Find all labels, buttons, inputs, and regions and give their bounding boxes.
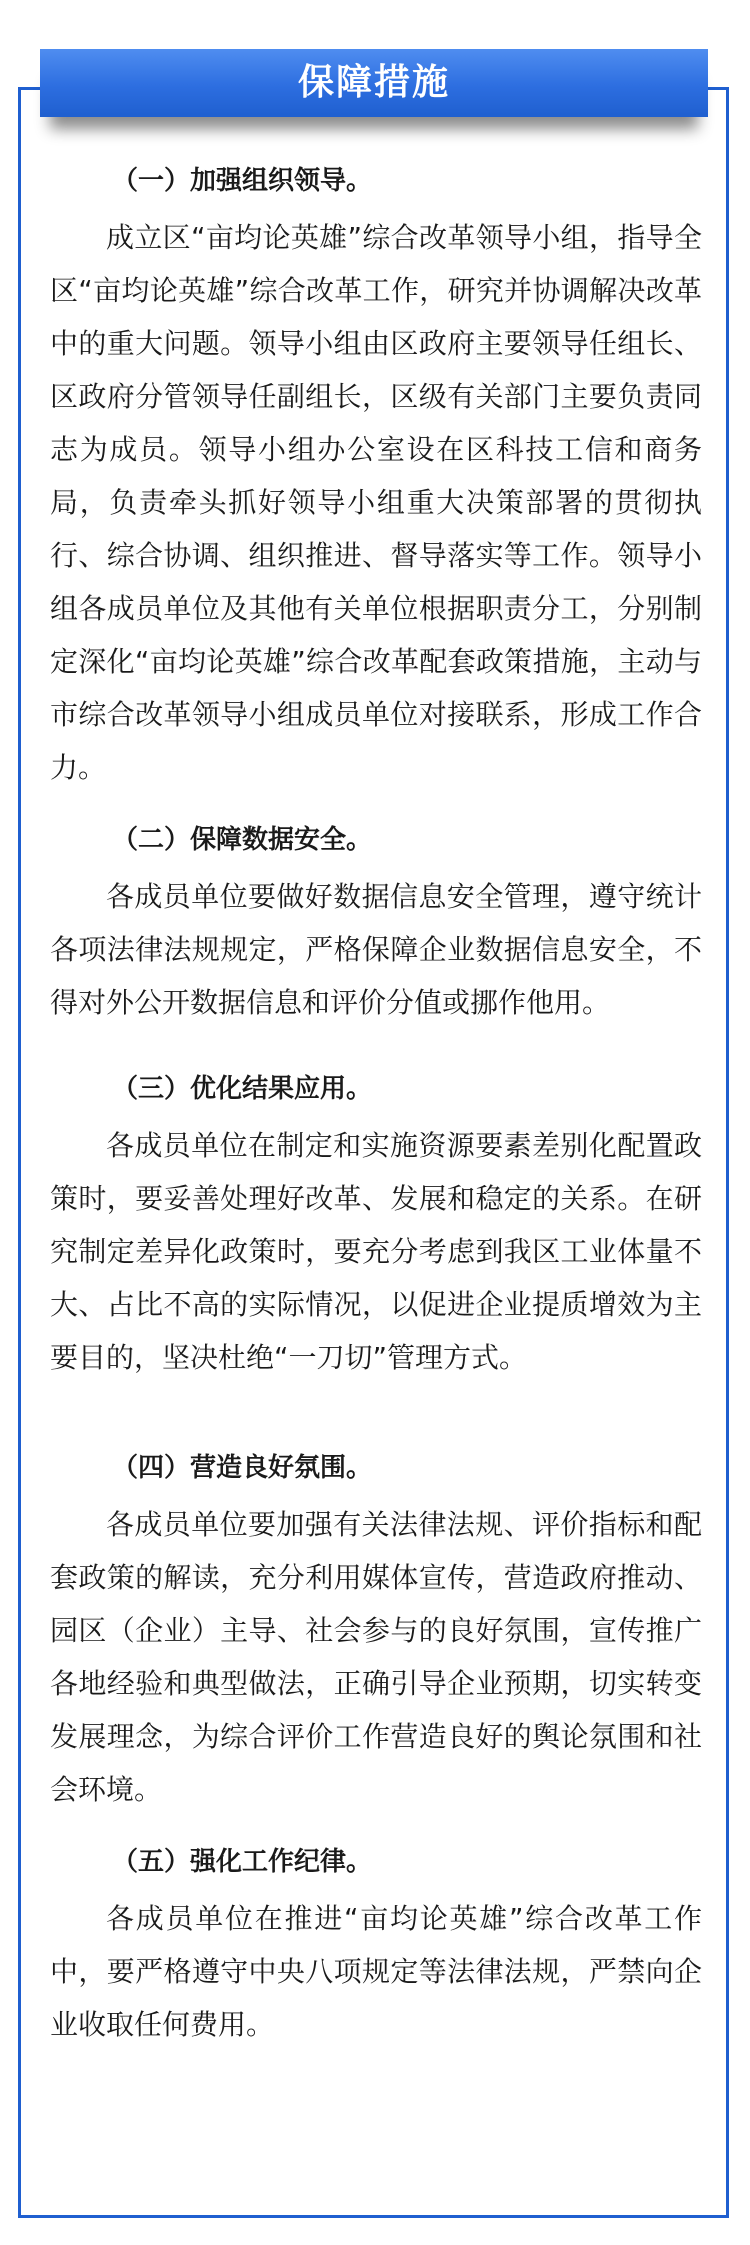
- section-result-application: [50, 1063, 702, 1384]
- section-paragraph: 各成员单位在制定和实施资源要素差别化配置政策时，要妥善处理好改革、发展和稳定的关系。在研究制定差异化政策时，要充分考虑到我区工业体量不大、占比不高的实际情况，以促进企业提质增效为主要目的，坚决杜绝“一刀切”管理方式。: [50, 1129, 702, 1374]
- section-organization-leadership: [50, 155, 702, 794]
- section-heading: （一）加强组织领导。: [112, 166, 373, 196]
- section-paragraph: 各成员单位要加强有关法律法规、评价指标和配套政策的解读，充分利用媒体宣传，营造政府推动、园区（企业）主导、社会参与的良好氛围，宣传推广各地经验和典型做法，正确引导企业预期，切实转变发展理念，为综合评价工作营造良好的舆论氛围和社会环境。: [50, 1508, 702, 1806]
- section-good-atmosphere: [50, 1442, 702, 1816]
- section-heading: （三）优化结果应用。: [112, 1074, 373, 1104]
- section-data-security: [50, 814, 702, 1029]
- section-heading: （五）强化工作纪律。: [112, 1847, 373, 1877]
- section-paragraph: 各成员单位要做好数据信息安全管理，遵守统计各项法律法规规定，严格保障企业数据信息安全，不得对外公开数据信息和评价分值或挪作他用。: [50, 880, 702, 1019]
- article-body: [50, 155, 702, 2051]
- section-work-discipline: [50, 1836, 702, 2051]
- title-banner: [40, 49, 708, 117]
- section-paragraph: 各成员单位在推进“亩均论英雄”综合改革工作中，要严格遵守中央八项规定等法律法规，严禁向企业收取任何费用。: [50, 1902, 702, 2041]
- section-heading: （四）营造良好氛围。: [112, 1453, 373, 1483]
- page-title: 保障措施: [297, 62, 450, 103]
- section-paragraph: 成立区“亩均论英雄”综合改革领导小组，指导全区“亩均论英雄”综合改革工作，研究并协调解决改革中的重大问题。领导小组由区政府主要领导任组长、区政府分管领导任副组长，区级有关部门主要负责同志为成员。领导小组办公室设在区科技工信和商务局，负责牵头抓好领导小组重大决策部署的贯彻执行、综合协调、组织推进、督导落实等工作。领导小组各成员单位及其他有关单位根据职责分工，分别制定深化“亩均论英雄”综合改革配套政策措施，主动与市综合改革领导小组成员单位对接联系，形成工作合力。: [50, 221, 702, 784]
- section-heading: （二）保障数据安全。: [112, 825, 373, 855]
